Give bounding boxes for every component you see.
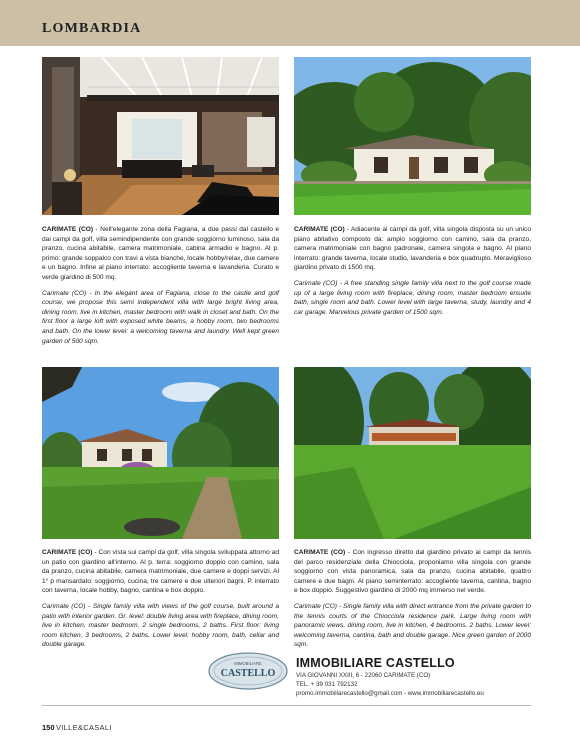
magazine-name: VILLE&CASALI [56, 723, 112, 732]
agency-phone: TEL. + 39 031 792132 [296, 681, 358, 688]
listing-4-english: Carimate (CO) - Single family villa with direct entrance from the private garden to the tennis courts of the Chiocciola residence park. Large living room with panoramic views, dining room, live in kitchen, 4 bedrooms, 2 baths. Lower level: welcoming taverna, cantina, bath and double garage. Nice green garden of 2000 sqm. [294, 602, 531, 649]
listing-3-heading: CARIMATE (CO) [42, 549, 93, 556]
region-title: LOMBARDIA [42, 21, 142, 36]
listing-1-heading: CARIMATE (CO) [42, 226, 94, 233]
agency-name: IMMOBILIARE CASTELLO [296, 656, 455, 670]
svg-text:CASTELLO: CASTELLO [220, 668, 276, 679]
listing-1-english: Carimate (CO) - In the elegant area of Fagiana, close to the castle and golf course, we propose this semi independent villa with large bright living area, dining room, live in kitchen, master bedroom with walk in closet and bath. On the first floor a large loft with exposed white beams, a hobby room, two bedrooms and bath. On the lower level: a welcoming taverna and laundry. Well kept green garden of 500 sqm. [42, 289, 279, 345]
listing-1 [42, 225, 279, 346]
svg-text:IMMOBILIARE: IMMOBILIARE [234, 661, 262, 666]
listing-4 [294, 548, 531, 650]
listing-2-italian: CARIMATE (CO) - Adiacente ai campi da golf, villa singola disposta su un unico piano abitativo composto da: ampio soggiorno con camino, sala da pranzo, camera matrimoniale con bagno padronale, camera singola e bagno. Al piano interrato: grande taverna, locale studio, lavanderia e box quadruplo. Meraviglioso giardino privato di 1500 mq. [294, 226, 531, 272]
listing-2-heading: CARIMATE (CO) [294, 226, 345, 233]
photo-villa-trees [42, 367, 279, 539]
listing-2-english: Carimate (CO) - A free standing single family villa next to the golf course made up of a large living room with fireplace, dining room, master bedroom ensuite bath, single room and bath. Lower level with large taverna, study, laundry and 4 car garage. Marvelous private garden of 1500 sqm. [294, 279, 531, 316]
photo-garden-house [294, 367, 531, 539]
listing-4-italian: CARIMATE (CO) - Con ingresso diretto dal giardino privato ai campi da tennis del parco residenziale della Chiocciola, proponiamo villa singola con grande soggiorno con vista panoramica, sala da pranzo, cucina abitabile, quattro camere e due bagni. Al piano seminterrato: accogliente taverna, cantina, bagno e box doppio. Suggestivo giardino di 2000 mq immerso nel verde. [294, 549, 531, 595]
listing-3 [42, 548, 279, 650]
agency-contacts: promo.immobiliarecastello@gmail.com - www.immobiliarecastello.eu [296, 690, 484, 697]
agency-address: VIA GIOVANNI XXIII, 6 - 22060 CARIMATE (CO) [296, 672, 431, 679]
agency-logo [207, 651, 289, 691]
listing-4-heading: CARIMATE (CO) [294, 549, 346, 556]
page-number: 150 [42, 723, 55, 732]
listing-1-italian: CARIMATE (CO) - Nell'elegante zona della Fagiana, a due passi dal castello e dai campi da golf, villa semindipendente con grande soggiorno luminoso, sala da pranzo, cucina abitabile, camera matrimoniale, cabina armadio e bagno. Al p. primo: grande soppalco con travi a vista bianche, locale hobby/relax, due camere e un bagno. Infine al piano interrato: accogliente taverna e lavanderia. Curato e verde giardino di 500 mq. [42, 226, 280, 281]
listing-2 [294, 225, 531, 317]
listing-3-english: Carimate (CO) - Single family villa with views of the golf course, built around a patio with interior garden. Gr. level: double living area with fireplace, dining room, live in kitchen, master bedroom, 2 single bedrooms, 2 baths. First floor: living room kitchen, 3 bedrooms, 2 baths. Lower level: hobby room, bath, cellar and double garage. [42, 602, 279, 649]
photo-villa-lawn [294, 57, 531, 215]
listing-3-italian: CARIMATE (CO) - Con vista sui campi da golf, villa singola sviluppata attorno ad un patio con giardino all'interno. Al p. terra: soggiorno doppio con camino, sala da pranzo, cucina abitabile, camera matrimoniale, due camere e doppi servizi. Al 1° p mansardato: soggiorno, cucina, tre camere e due ulteriori bagni. P. interrato con taverna, locale hobby, bagno, cantina e box doppio. [42, 549, 279, 595]
footer-rule [42, 705, 531, 706]
photo-interior-living-room [42, 57, 279, 215]
